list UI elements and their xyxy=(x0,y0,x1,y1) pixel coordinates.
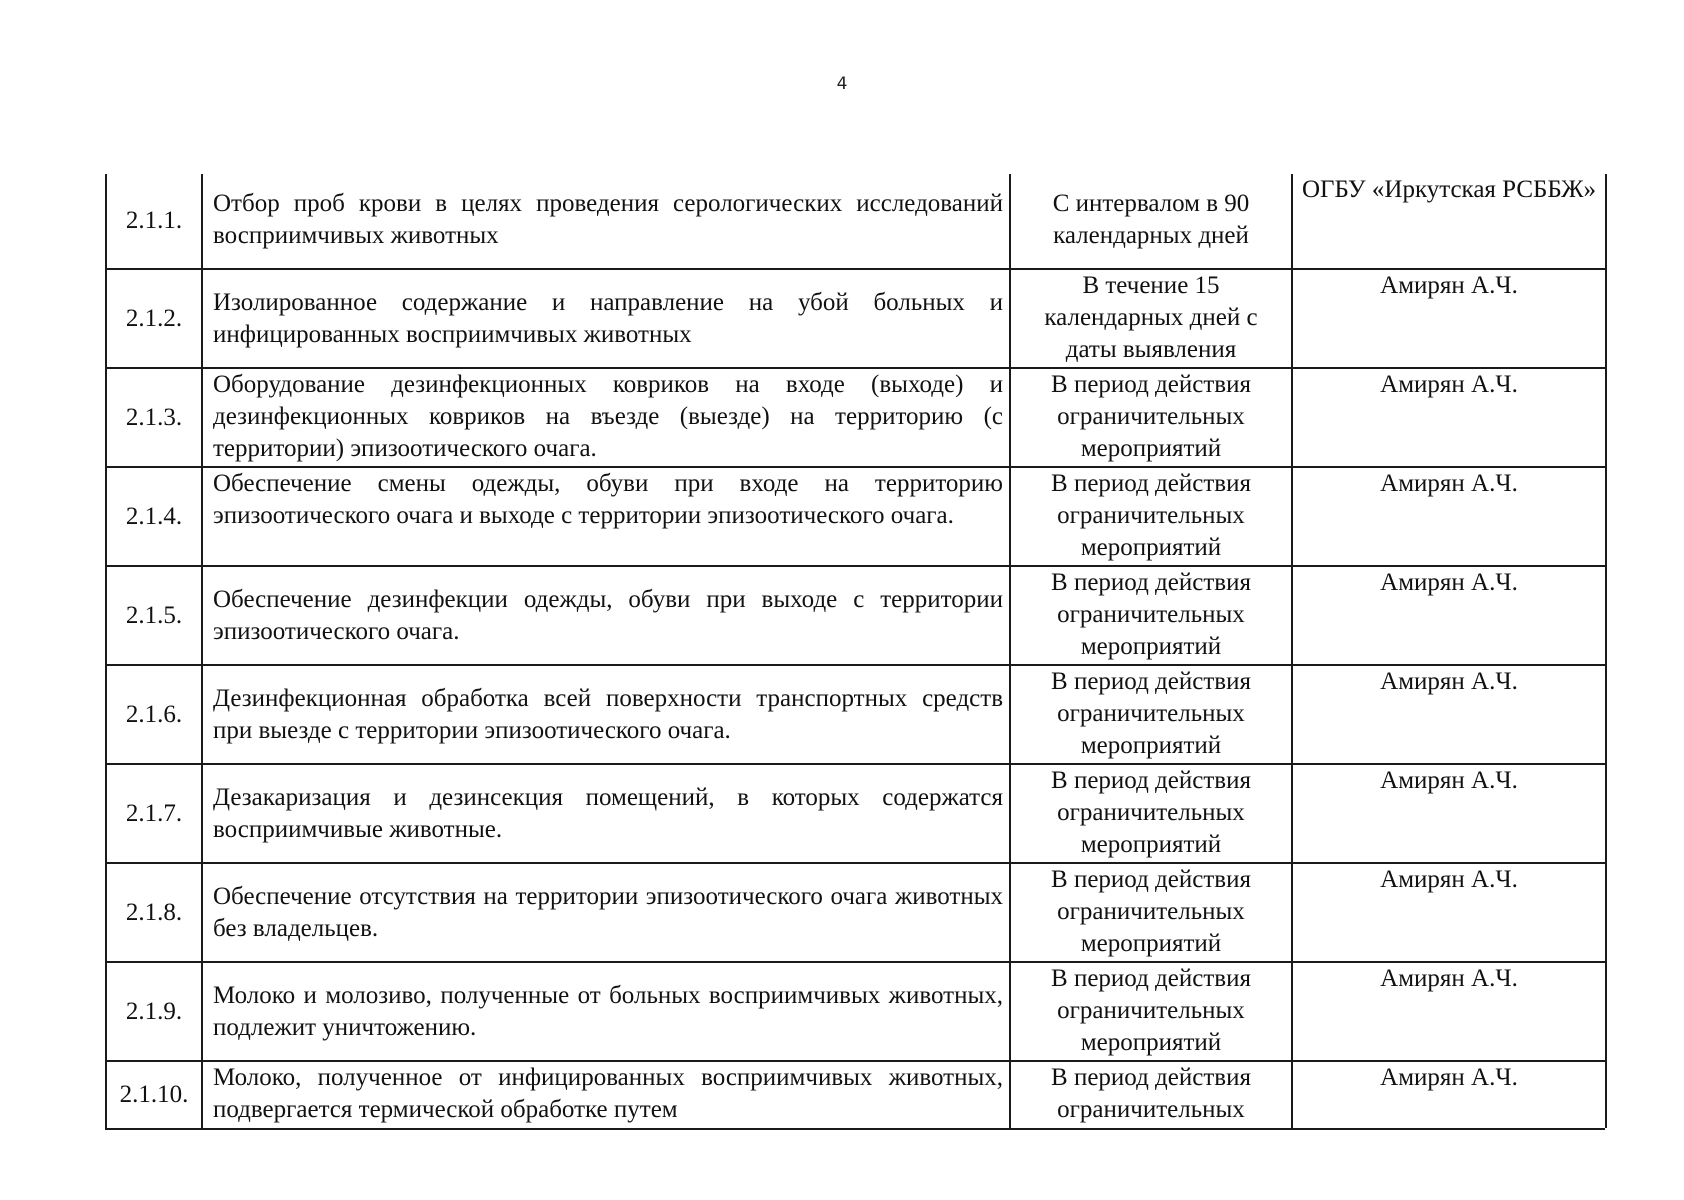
row-responsible: Амирян А.Ч. xyxy=(1292,566,1606,665)
row-number: 2.1.4. xyxy=(106,467,202,566)
table-row xyxy=(106,566,1606,665)
row-number: 2.1.8. xyxy=(106,863,202,962)
row-term: В течение 15 календарных дней с даты выявления xyxy=(1010,269,1292,368)
row-term: В период действия ограничительных мероприятий xyxy=(1010,467,1292,566)
table-row xyxy=(106,863,1606,962)
page-number: 4 xyxy=(836,74,848,94)
row-action: Дезинфекционная обработка всей поверхности транспортных средств при выезде с территории эпизоотического очага. xyxy=(202,665,1010,764)
row-term: В период действия ограничительных мероприятий xyxy=(1010,764,1292,863)
row-action: Молоко, полученное от инфицированных восприимчивых животных, подвергается термической обработке путем xyxy=(202,1061,1010,1128)
row-term: В период действия ограничительных мероприятий xyxy=(1010,368,1292,467)
row-term: С интервалом в 90 календарных дней xyxy=(1010,174,1292,269)
table-row xyxy=(106,467,1606,566)
row-number: 2.1.5. xyxy=(106,566,202,665)
row-action: Обеспечение смены одежды, обуви при входе на территорию эпизоотического очага и выходе с территории эпизоотического очага. xyxy=(202,467,1010,566)
measures-table xyxy=(105,174,1605,1130)
row-action: Изолированное содержание и направление на убой больных и инфицированных восприимчивых животных xyxy=(202,269,1010,368)
table-row xyxy=(106,368,1606,467)
row-number: 2.1.1. xyxy=(106,174,202,269)
row-action: Отбор проб крови в целях проведения серологических исследований восприимчивых животных xyxy=(202,174,1010,269)
table-row xyxy=(106,174,1606,269)
row-responsible: Амирян А.Ч. xyxy=(1292,368,1606,467)
row-action: Обеспечение дезинфекции одежды, обуви при выходе с территории эпизоотического очага. xyxy=(202,566,1010,665)
row-action: Молоко и молозиво, полученные от больных восприимчивых животных, подлежит уничтожению. xyxy=(202,962,1010,1061)
row-responsible: Амирян А.Ч. xyxy=(1292,665,1606,764)
row-term: В период действия ограничительных мероприятий xyxy=(1010,863,1292,962)
table-row xyxy=(106,269,1606,368)
row-number: 2.1.2. xyxy=(106,269,202,368)
row-action: Оборудование дезинфекционных ковриков на входе (выходе) и дезинфекционных ковриков на въезде (выезде) на территорию (с территории) эпизоотического очага. xyxy=(202,368,1010,467)
row-responsible: Амирян А.Ч. xyxy=(1292,1061,1606,1128)
table-row xyxy=(106,1061,1606,1128)
row-responsible: Амирян А.Ч. xyxy=(1292,764,1606,863)
row-number: 2.1.10. xyxy=(106,1061,202,1128)
row-responsible: ОГБУ «Иркутская РСББЖ» xyxy=(1292,174,1606,269)
row-responsible: Амирян А.Ч. xyxy=(1292,269,1606,368)
table-row xyxy=(106,764,1606,863)
row-term: В период действия ограничительных мероприятий xyxy=(1010,566,1292,665)
row-term: В период действия ограничительных xyxy=(1010,1061,1292,1128)
row-number: 2.1.3. xyxy=(106,368,202,467)
row-action: Обеспечение отсутствия на территории эпизоотического очага животных без владельцев. xyxy=(202,863,1010,962)
row-number: 2.1.9. xyxy=(106,962,202,1061)
measures-table-grid xyxy=(105,174,1607,1128)
row-responsible: Амирян А.Ч. xyxy=(1292,863,1606,962)
row-responsible: Амирян А.Ч. xyxy=(1292,467,1606,566)
table-row xyxy=(106,665,1606,764)
table-row xyxy=(106,962,1606,1061)
row-term: В период действия ограничительных мероприятий xyxy=(1010,665,1292,764)
row-responsible: Амирян А.Ч. xyxy=(1292,962,1606,1061)
row-number: 2.1.7. xyxy=(106,764,202,863)
row-number: 2.1.6. xyxy=(106,665,202,764)
row-action: Дезакаризация и дезинсекция помещений, в которых содержатся восприимчивые животные. xyxy=(202,764,1010,863)
row-term: В период действия ограничительных мероприятий xyxy=(1010,962,1292,1061)
